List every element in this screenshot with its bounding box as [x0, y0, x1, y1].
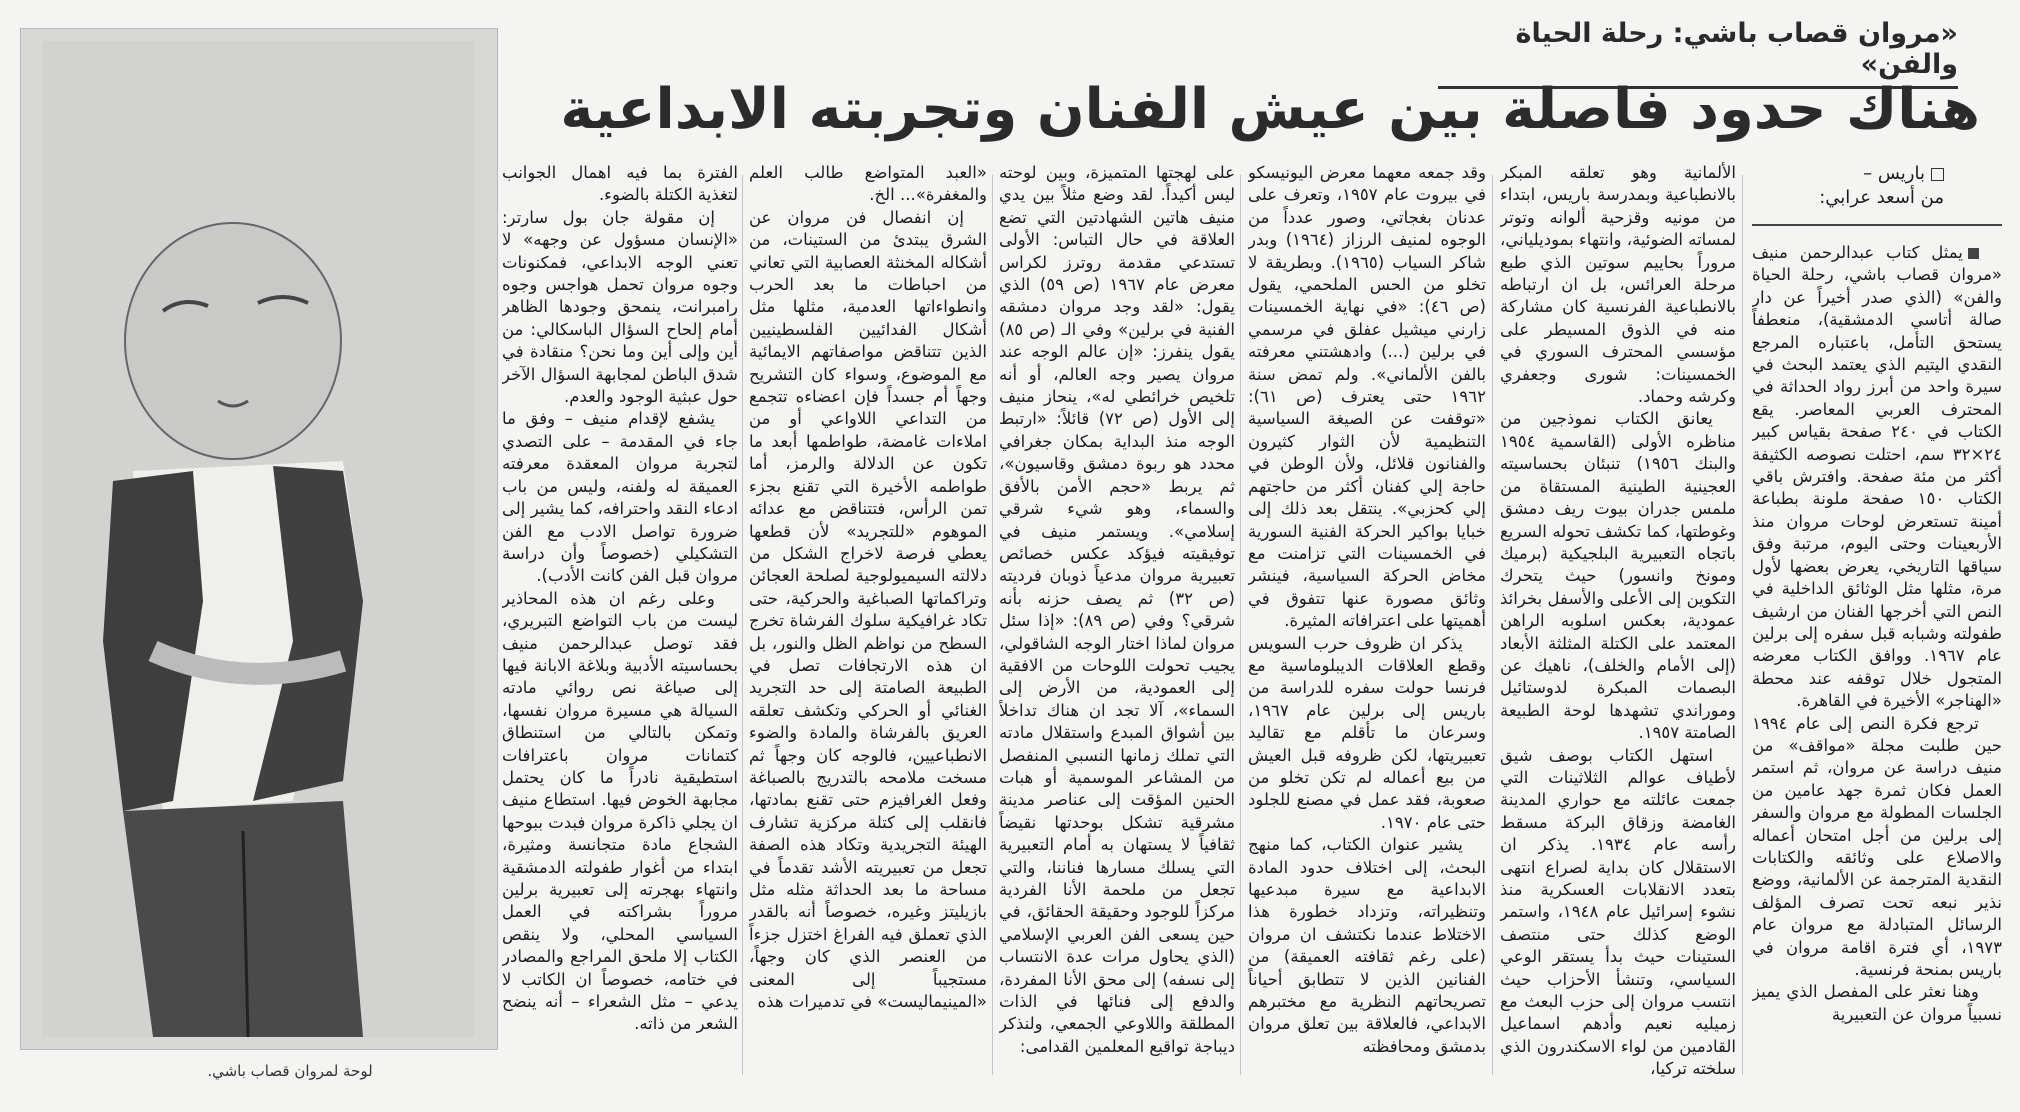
text-column-6 — [502, 162, 738, 1092]
article-paragraph: وهنا نعثر على المفصل الذي يميز نسبياً مروان عن التعبيرية — [1752, 982, 2002, 1024]
article-paragraph: يذكر ان ظروف حرب السويس وقطع العلاقات الديبلوماسية مع فرنسا حولت سفره للدراسة من باريس إلى برلين عام ١٩٦٧، وسرعان ما تأقلم مع تقاليد تعبيريتها، لكن ظروفه قبل العيش من بيع أعماله لم تكن تخلو من صعوبة، فقد عمل في مصنع للجلود حتى عام ١٩٧٠. — [1248, 633, 1486, 832]
text-column-2 — [1500, 162, 1736, 1092]
column-divider — [992, 175, 993, 1075]
article-paragraph: ترجع فكرة النص إلى عام ١٩٩٤ حين طلبت مجلة «مواقف» من منيف دراسة عن مروان، ثم استمر العمل فكان ثمرة جهد عامين من الجلسات المطولة مع مروان والسفر إلى برلين من أجل امتحان أعماله والاصلاع على وثائقه والكتابات النقدية المترجمة عن الألمانية، ووضع نذير نبعه تحت تصرف المؤلف الرسائل المتبادلة مع مروان عام ١٩٧٣، أي فترة اقامة مروان في باريس بمنحة فرنسية. — [1752, 713, 2002, 979]
article-paragraph: يشفع لإقدام منيف – وفق ما جاء في المقدمة – على التصدي لتجربة مروان المعقدة معرفته العميقة له ولفنه، وليس من باب ادعاء النقد واحترافه، كما يشير إلى ضرورة تواصل الادب مع الفن التشكيلي (خصوصاً وأن دراسة مروان قبل الفن كانت الأدب). — [502, 409, 738, 586]
painting-photo — [20, 28, 498, 1050]
byline-place: باريس – — [1863, 163, 1925, 184]
article-headline: هناك حدود فاصلة بين عيش الفنان وتجربته الابداعية — [560, 77, 1980, 142]
article-paragraph: الفترة بما فيه اهمال الجوانب لتغذية الكتلة بالضوء. — [502, 163, 738, 205]
article-paragraph: يشير عنوان الكتاب، كما منهج البحث، إلى اختلاف حدود المادة الابداعية مع سيرة مبدعيها وتنظيراته، وتزداد خطورة هذا الاختلاط عندما نكتشف ان مروان (على رغم ثقافته العميقة) من الفنانين الذين لا تتطابق أحياناً تصريحاتهم النظرية مع مختبرهم الابداعي، فالعلاقة بين تعلق مروان بدمشق ومحافظته — [1248, 835, 1486, 1056]
text-column-5 — [749, 162, 987, 1092]
byline-author: من أسعد عرابي: — [1819, 187, 1944, 208]
article-paragraph: وقد جمعه معهما معرض اليونيسكو في بيروت عام ١٩٥٧، وتعرف على عدنان بغجاتي، وصور عدداً من الوجوه لمنيف الرزاز (١٩٦٤) وبدر شاكر السياب (١٩٦٥). وبطريقة لا تخلو من الحس الملحمي، يقول (ص ٤٦): «في نهاية الخمسينات زارني ميشيل عفلق في مرسمي في برلين (...) وادهشتني معرفته بالفن الألماني». ولم تمض سنة ١٩٦٢ حتى يعترف (ص ٦١): «توقفت عن الصيغة السياسية التنظيمية لأن الثوار كثيرون والفنانون قلائل، ولأن الوطن في حاجة إلي كفنان أكثر من حاجتهم إلي كحزبي». ينتقل بعد ذلك إلى خبايا بواكير الحركة الفنية السورية في الخمسينات التي تزامنت مع مخاض الحركة السياسية، فينشر وثائق مصورة عنها تتفوق في أهميتها على اعترافاته المثيرة. — [1248, 163, 1486, 631]
painting-figure — [43, 41, 475, 1037]
byline — [1752, 162, 2002, 226]
article-kicker: «مروان قصاب باشي: رحلة الحياة والفن» — [1438, 18, 1958, 89]
square-bullet-icon — [1931, 168, 1944, 181]
article-paragraph: «العبد المتواضع طالب العلم والمغفرة»... الخ. — [749, 163, 987, 205]
text-column-1 — [1752, 162, 2002, 1092]
column-divider — [1742, 175, 1743, 1075]
column-divider — [742, 175, 743, 1075]
article-paragraph: الألمانية وهو تعلقه المبكر بالانطباعية وبمدرسة باريس، ابتداء من مونيه وقزحية ألوانه وتوتر لمساته الضوئية، وانتهاء بموديلياني، مروراً بحاييم سوتين الذي طبع مرحلة العرائس، بل ان ارتباطه بالانطباعية الفرنسية كان مشاركة منه في الذوق المسيطر على مؤسسي المحترف السوري في الخمسينات: شورى وجعفري وكرشه وحماد. — [1500, 163, 1736, 407]
painting-caption: لوحة لمروان قصاب باشي. — [207, 1062, 373, 1080]
column-divider — [1492, 175, 1493, 1075]
article-paragraph: استهل الكتاب بوصف شيق لأطياف عوالم الثلاثينات التي جمعت عائلته مع حواري المدينة الغامضة وزقاق البركة مسقط رأسه عام ١٩٣٤. يذكر ان الاستقلال كان بداية لصراع انتهى بتعدد الانقلابات العسكرية منذ نشوء إسرائيل عام ١٩٤٨، واستمر الوضع كذلك حتى منتصف الستينات حيث بدأ يستقر الوعي السياسي، وتنشأ الأحزاب حيث انتسب مروان إلى حزب البعث مع زميليه نعيم وأدهم اسماعيل القادمين من لواء الاسكندرون الذي سلخته تركيا، — [1500, 745, 1736, 1079]
article-paragraph: على لهجتها المتميزة، وبين لوحته ليس أكيداً. لقد وضع مثلاً بين يدي منيف هاتين الشهادتين التي تضع العلاقة في حال التباس: الأولى تستدعي مقدمة روترز لكراس معرض عام ١٩٦٧ (ص ٥٩) الذي يقول: «لقد وجد مروان دمشقه الفنية في برلين» وفي الـ (ص ٨٥) يقول ينفرز: «إن عالم الوجه عند مروان يصير وجه العالم، أو أنه تلخيص خرائطي له»، ينحاز منيف إلى الأول (ص ٧٢) قائلاً: «ارتبط الوجه منذ البداية بمكان جغرافي محدد هو ربوة دمشق وقاسيون»، ثم يربط «حجم الأمن بالأفق والسماء، وهو شيء شرقي إسلامي». ويستمر منيف في توفيقيته فيؤكد عكس خصائص تعبيرية مروان مدعياً ذوبان فرديته (ص ٣٢) ثم يصف حزنه بأنه شرقي؟ وفي (ص ٨٩): «إذا سئل مروان لماذا اختار الوجه الشاقولي، يجيب تحولت اللوحات من الافقية إلى العمودية، من الأرض إلى السماء»، آلا تجد ان هناك تداخلاً بين أشواق المبدع واستقلال مادته التي تملك زمانها النسبي المنفصل من المشاعر الموسمية أو هبات الحنين المؤقت إلى عناصر مدينة مشرقية تشكل بوحدتها نقيضاً ثقافياً لا يستهان به أمام التعبيرية التي يسلك مسارها فناننا، والتي تجعل من ملحمة الأنا الفردية مركزاً للوجود وحقيقة الحقائق، في حين يسعى الفن العربي الإسلامي (الذي يحاول مرات عدة الانتساب إلى نسفه) إلى محق الأنا المفردة، والدفع إلى فنائها في الذات المطلقة واللاوعي الجمعي، ولنذكر ديباجة تواقيع المعلمين القدامى: — [999, 163, 1235, 1056]
article-paragraph — [1752, 242, 2002, 713]
article-paragraph: وعلى رغم ان هذه المحاذير ليست من باب التواضع التبريري، فقد توصل عبدالرحمن منيف بحساسيته الأدبية وبلاغة الابانة فيها إلى صياغة نص روائي مادته السيالة هي مسيرة مروان نفسها، وتمكن بالتالي من استنطاق كتمانات مروان باعترافات استطيقية نادراً ما كان يحتمل مجابهة الخوض فيها. استطاع منيف ان يجلي ذاكرة مروان فبدت ببوحها الشجاع مادة متجانسة ومثيرة، ابتداء من أغوار طفولته الدمشقية وانتهاء بهجرته إلى تعبيرية برلين مروراً بشراكته في العمل السياسي المحلي، ولا ينقص الكتاب إلا ملحق المراجع والمصادر في ختامه، خصوصاً ان الكاتب لا يدعي – مثل الشعراء – أنه ينضح الشعر من ذاته. — [502, 588, 738, 1034]
article-paragraph: إن مقولة جان بول سارتر: «الإنسان مسؤول عن وجهه» لا تعني الوجه الابداعي، فمكنونات وجوه مروان تحمل هواجس وجوه رامبرانت، ينمحق وجودها الظاهر أمام إلحاح السؤال الباسكالي: من أين وإلى أين وما نحن؟ منقادة في شدق الباطن لمجابهة السؤال الآخر حول عبثية الوجود والعدم. — [502, 207, 738, 407]
paragraph-text: يمثل كتاب عبدالرحمن منيف «مروان قصاب باشي، رحلة الحياة والفن» (الذي صدر أخيراً عن دار صالة أتاسي الدمشقية)، منعطفاً يستحق التأمل، باعتباره المرجع النقدي اليتيم الذي يعتمد البحث في سيرة واحد من أبرز رواد الحداثة في المحترف العربي المعاصر. يقع الكتاب في ٢٤٠ صفحة بقياس كبير ٢٤×٣٢ سم، احتلت نصوصه الكثيفة أكثر من مئة صفحة. وافترش باقي الكتاب ١٥٠ صفحة ملونة بطباعة أمينة تستعرض لوحات مروان منذ الأربعينات وحتى اليوم، مرتبة وفق سياقها التاريخي، يعرض بعضها لأول مرة، مثلها مثل الوثائق الداخلية في النص التي أخرجها الفنان من ارشيف طفولته وشبابه قبل سفره إلى برلين عام ١٩٦٧. ووافق الكتاب معرضه المتجول خلال توقفه عند محطة «الهناجر» الأخيرة في القاهرة. — [1752, 243, 2002, 711]
lead-square-icon — [1968, 248, 1979, 259]
article-paragraph: إن انفصال فن مروان عن الشرق يبتدئ من الستينات، من أشكاله المخنثة العصابية التي تعاني من احباطات ما بعد الحرب وانطواءاتها العدمية، مثلها مثل أشكال الفدائيين الفلسطينيين الذين تتناقض مواصفاتهم الايمائية مع الموضوع، وسواء كان التشريح وجهاً أم جسداً فإن اعضاءه تتجمع من التداعي اللاواعي أو من املاءات غامضة، طواطمها أبعد ما تكون عن الدلالة والرمز، أما طواطمه الأخيرة التي تقنع بجزء تمن الرأس، فتتناقض مع عدائه الموهوم «للتجريد» لأن قطعها يعطي فرصة لاخراج الشكل من دلالته السيميولوجية لصلحة العجائن وتراكماتها الصباغية والحركية، حتى تكاد غرافيكية سلوك الفرشاة تخرج السطح من نواظم الظل والنور، بل ان هذه الارتجافات تصل في الطبيعة الصامتة إلى حد التجريد الغنائي أو الحركي وتكشف تعلقه العريق بالفرشاة والمادة والضوء الانطباعيين، فالوجه كان وجهاً ثم مسخت ملامحه بالتدريج بالصباغة وفعل الغرافيزم حتى تقنع بمادتها، فانقلب إلى كتلة مركزية تشارف الهيئة التجريدية وتكاد هذه الصفة تجعل من تعبيريته الأشد تقدماً في مساحة ما بعد الحداثة مثله مثل بازيليتز وغيره، خصوصاً أنه بالقدر الذي تعملق فيه الفراغ اختزل جزءاً من العنصر الذي كان وجهاً، مستجيباً إلى المعنى «المينيماليست» في تدميرات هذه — [749, 207, 987, 1012]
column-divider — [1240, 175, 1241, 1075]
text-column-4 — [999, 162, 1235, 1092]
text-column-3 — [1248, 162, 1486, 1092]
article-paragraph: يعانق الكتاب نموذجين من مناظره الأولى (القاسمية ١٩٥٤ والبنك ١٩٥٦) تنبئان بحساسيته العجينية الطينية المستقاة من ملمس جدران بيوت ريف دمشق وغوطتها، كما تكشف تحوله السريع باتجاه التعبيرية البلجيكية (برميك ومونخ وانسور) حيث يتحرك التكوين إلى الأعلى والأسفل بخرائذ عمودية، بعكس اسلوبه الراهن المعتمد على الكتلة المثلثة الأبعاد (إلى الأمام والخلف)، ناهيك عن البصمات المبكرة لدوستائيل وموراندي تشهدها لوحة الطبيعة الصامتة ١٩٥٧. — [1500, 409, 1736, 743]
